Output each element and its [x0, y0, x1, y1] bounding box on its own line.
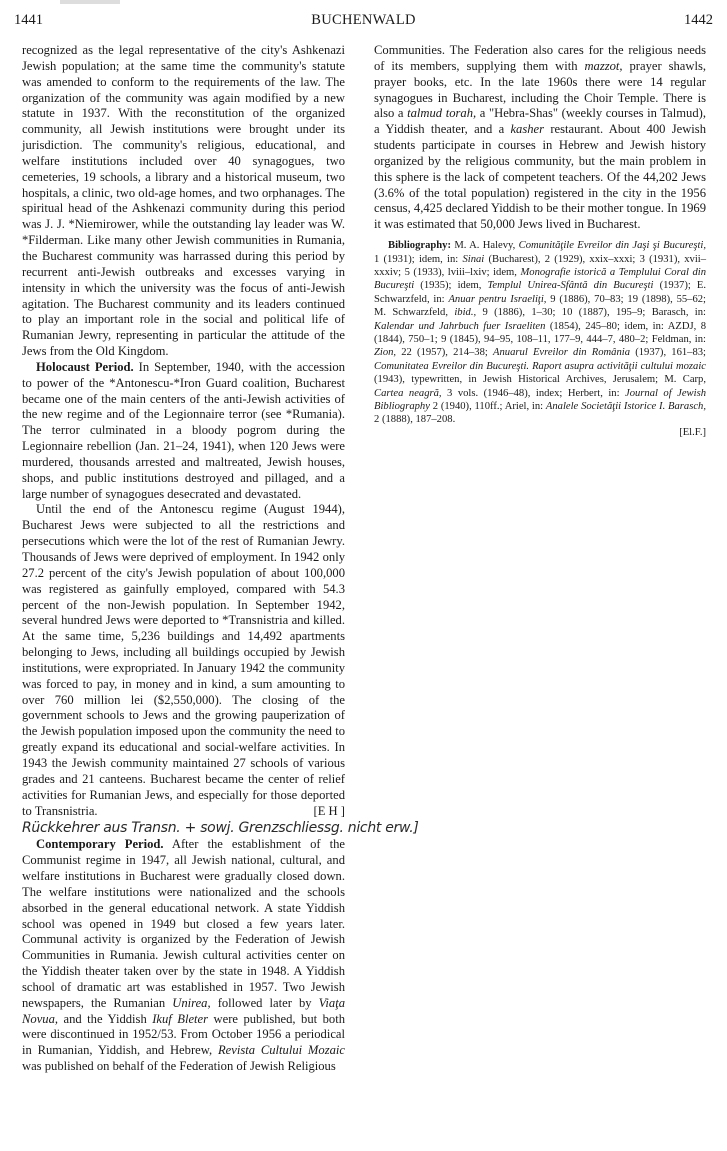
page-number-right: 1442	[684, 12, 713, 28]
bibliography-text: 2 (1888), 187–208.	[374, 414, 456, 426]
bibliography-text: (1935); idem,	[414, 280, 488, 292]
bibliography-title: Journal of Jewish Bibliography	[374, 387, 706, 412]
contemporary-text: was published on behalf of the Federation of Jewish Religious	[22, 1059, 336, 1074]
paragraph-interwar: recognized as the legal representative of the city's Ashkenazi Jewish population; at the same time the community's statute was amended to conform to the requirements of the law. The organization of the community was again modified by a new statute in 1937. With the reconstitution of the organized community, all Jewish institutions were brought under its jurisdiction. The community's religious, educational, and welfare institutions included over 40 synagogues, two cemeteries, 19 schools, a library and a historical museum, two hospitals, a clinic, two old-age homes, and two orphanages. The spiritual head of the Ashkenazi community during this period was J. J. *Niemirower, while the outstanding lay leader was W. *Filderman. Like many other Jewish communities in Rumania, the Bucharest community was harrassed during this period by recurrent anti-Jewish outbreaks and excesses varying in intensity in which the university was the focus of anti-Jewish agitation. The Bucharest community and its leaders continued to play an important role in the social and political life of Rumanian Jewry, representing in particular the attitude of the Jews from the Old Kingdom.	[22, 43, 345, 359]
bibliography-signature: [El.F.]	[679, 426, 706, 438]
bibliography-text: (1854), 245–80; idem, in: AZDJ, 8 (1844), 750–1; 9 (1845), 94–95, 108–11, 177–9, 444–7, 480–2; Feldman, in:	[374, 320, 707, 345]
term-talmud-torah: talmud torah,	[407, 106, 477, 121]
newspaper-title: Unirea,	[172, 995, 211, 1010]
bibliography-entries	[374, 240, 706, 425]
right-column	[374, 43, 706, 441]
page-header	[14, 12, 713, 34]
bibliography-title: Zion,	[374, 347, 397, 359]
bibliography-text: (1937), 161–83;	[630, 347, 706, 359]
bibliography-text: 2 (1940), 110ff.; Ariel, in:	[429, 401, 546, 412]
newspaper-title: Viaţa Novua,	[22, 995, 345, 1026]
paragraph-holocaust	[22, 360, 345, 503]
paragraph-antonescu	[22, 502, 345, 819]
federation-text: Communities. The Federation also cares for the religious needs of its members, supplying them with	[374, 43, 706, 73]
scan-artifact	[60, 0, 120, 4]
term-mazzot: mazzot,	[584, 58, 623, 73]
bibliography-text: (Bucharest), 2 (1929), xxix–xxxi; 3 (1931), xvii–xxxiv; 5 (1933), lviii–lxiv; idem,	[374, 253, 707, 278]
handwritten-annotation: Rückkehrer aus Transn. + sowj. Grenzschliessg. nicht erw.]	[22, 820, 419, 837]
contemporary-text: After the establishment of the Communist regime in 1947, all Jewish national, cultural, and welfare institutions in Bucharest were gradually closed down. The welfare institutions were nationalized and the schools absorbed in the general educational network. A state Yiddish school was opened in 1949 but closed a few years later. Communal activity is organized by the Federation of Jewish Communities in Rumania. Jewish cultural activities center on the Yiddish theater taken over by the state in 1948. A Yiddish school of dramatic art was established in 1957. Two Jewish newspapers, the Rumanian	[22, 837, 345, 1010]
paragraph-contemporary	[22, 837, 345, 1075]
bibliography-text: 22 (1957), 214–38;	[396, 347, 494, 359]
author-signature: [E H ]	[313, 803, 345, 818]
contemporary-text: were published, but both were discontinued in 1952/53. From October 1956 a periodical in Rumanian, Yiddish, and Hebrew,	[22, 1011, 346, 1058]
bibliography-label: Bibliography:	[388, 240, 451, 252]
periodical-title: Revista Cultului Mozaic	[217, 1043, 345, 1058]
bibliography-title: Anuarul Evreilor din România	[493, 347, 631, 359]
bibliography-text: 1 (1931); idem, in:	[374, 253, 463, 265]
antonescu-text: Until the end of the Antonescu regime (August 1944), Bucharest Jews were subjected to all the restrictions and persecutions which were the lot of the rest of Rumanian Jewry. Thousands of Jews were deprived of employment. In 1942 only 27.2 percent of the city's Jewish population of about 100,000 was registered as gainfully employed, compared with 54.3 percent of the non-Jewish population. In September 1942, several hundred Jews were deported to *Transnistria and killed. At the same time, 5,236 buildings and 14,492 apartments belonging to Jews, including all buildings occupied by Jewish institutions, were expropriated. In January 1942 the community was forced to pay, in money and in kind, a sum amounting to over 760 million lei ($2,550,000). The closing of the government schools to Jews and the growing pauperization of the Jewish population imposed upon the community the need to greatly expand its educational and social-welfare activities. In 1943 the Jewish community maintained 27 schools of various grades and 21 canteens. Bucharest became the center of relief activities for Rumanian Jews, and especially for those deported to Transnistria.	[22, 502, 345, 818]
federation-text: prayer shawls, prayer books, etc. In the late 1960s there were 14 regular synagogues in Bucharest, including the Choir Temple. There is also a	[374, 58, 706, 121]
bibliography-title: Analele Societăţii Istorice I. Barasch,	[545, 401, 706, 412]
bibliography-title: Comunităţile Evreilor din Jaşi şi Bucureşti,	[518, 240, 706, 252]
running-title: BUCHENWALD	[311, 12, 416, 28]
federation-text: restaurant. About 400 Jewish students participate in courses in Hebrew and Jewish history organized by the religious community, but the main problem in this sphere is the lack of competent teachers. Of the 44,202 Jews (3.6% of the total population) registered in the city in the 1956 census, 4,425 declared Yiddish to be their mother tongue. In 1969 it was estimated that 50,000 Jews lived in Bucharest.	[374, 122, 706, 232]
bibliography-title: Anuar pentru Israeliţi,	[448, 293, 547, 305]
bibliography-title: Kalendar und Jahrbuch fuer Israeliten	[374, 320, 546, 332]
bibliography-title: Comunitatea Evreilor din Bucureşti. Raport asupra activităţii cultului mozaic	[374, 360, 706, 372]
bibliography	[374, 239, 706, 427]
bibliography-text: M. A. Halevy,	[451, 240, 519, 252]
holocaust-text: In September, 1940, with the accession to power of the *Antonescu-*Iron Guard coalition, Bucharest became one of the main centers of the anti-Jewish activities of the new regime and of the Legionnaire terror (see *Rumania). The terror culminated in a bloody pogrom during the Legionnaire rebellion (Jan. 21–24, 1941), when 120 Jews were murdered, thousands arrested and maltreated, Jewish houses, shops, and public institutions destroyed and pillaged, and a large number of synagogues desecrated and devastated.	[22, 359, 345, 501]
bibliography-text: (1943), typewritten, in Jewish Historical Archives, Jerusalem; M. Carp,	[374, 374, 706, 386]
bibliography-text: 3 vols. (1946–48), index; Herbert, in:	[441, 387, 625, 399]
bibliography-title: Sinai	[462, 253, 485, 265]
bibliography-title: Cartea neagră,	[374, 387, 442, 399]
federation-text: a "Hebra-Shas" (weekly courses in Talmud), a Yiddish theater, and a	[374, 106, 706, 137]
paragraph-federation	[374, 43, 706, 233]
page-number-left: 1441	[14, 12, 43, 28]
term-kasher: kasher	[510, 122, 545, 137]
bibliography-text: (1937); E. Schwarzfeld, in:	[374, 280, 707, 305]
contemporary-text: and the Yiddish	[58, 1011, 153, 1026]
bibliography-text: 9 (1886), 1–30; 10 (1887), 195–9; Barasch, in:	[476, 307, 706, 319]
bibliography-title: Templul Unirea-Sfântă din Bucureşti	[487, 280, 654, 292]
bibliography-text: 9 (1886), 70–83; 19 (1898), 55–62; M. Schwarzfeld,	[374, 293, 707, 319]
bibliography-title: ibid.,	[454, 307, 477, 319]
bibliography-title: Monografie istorică a Templului Coral din Bucureşti	[374, 266, 706, 292]
section-heading-contemporary: Contemporary Period.	[36, 837, 164, 852]
contemporary-text: followed later by	[210, 995, 319, 1010]
section-heading-holocaust: Holocaust Period.	[36, 359, 134, 374]
newspaper-title: Ikuf Bleter	[152, 1011, 209, 1026]
